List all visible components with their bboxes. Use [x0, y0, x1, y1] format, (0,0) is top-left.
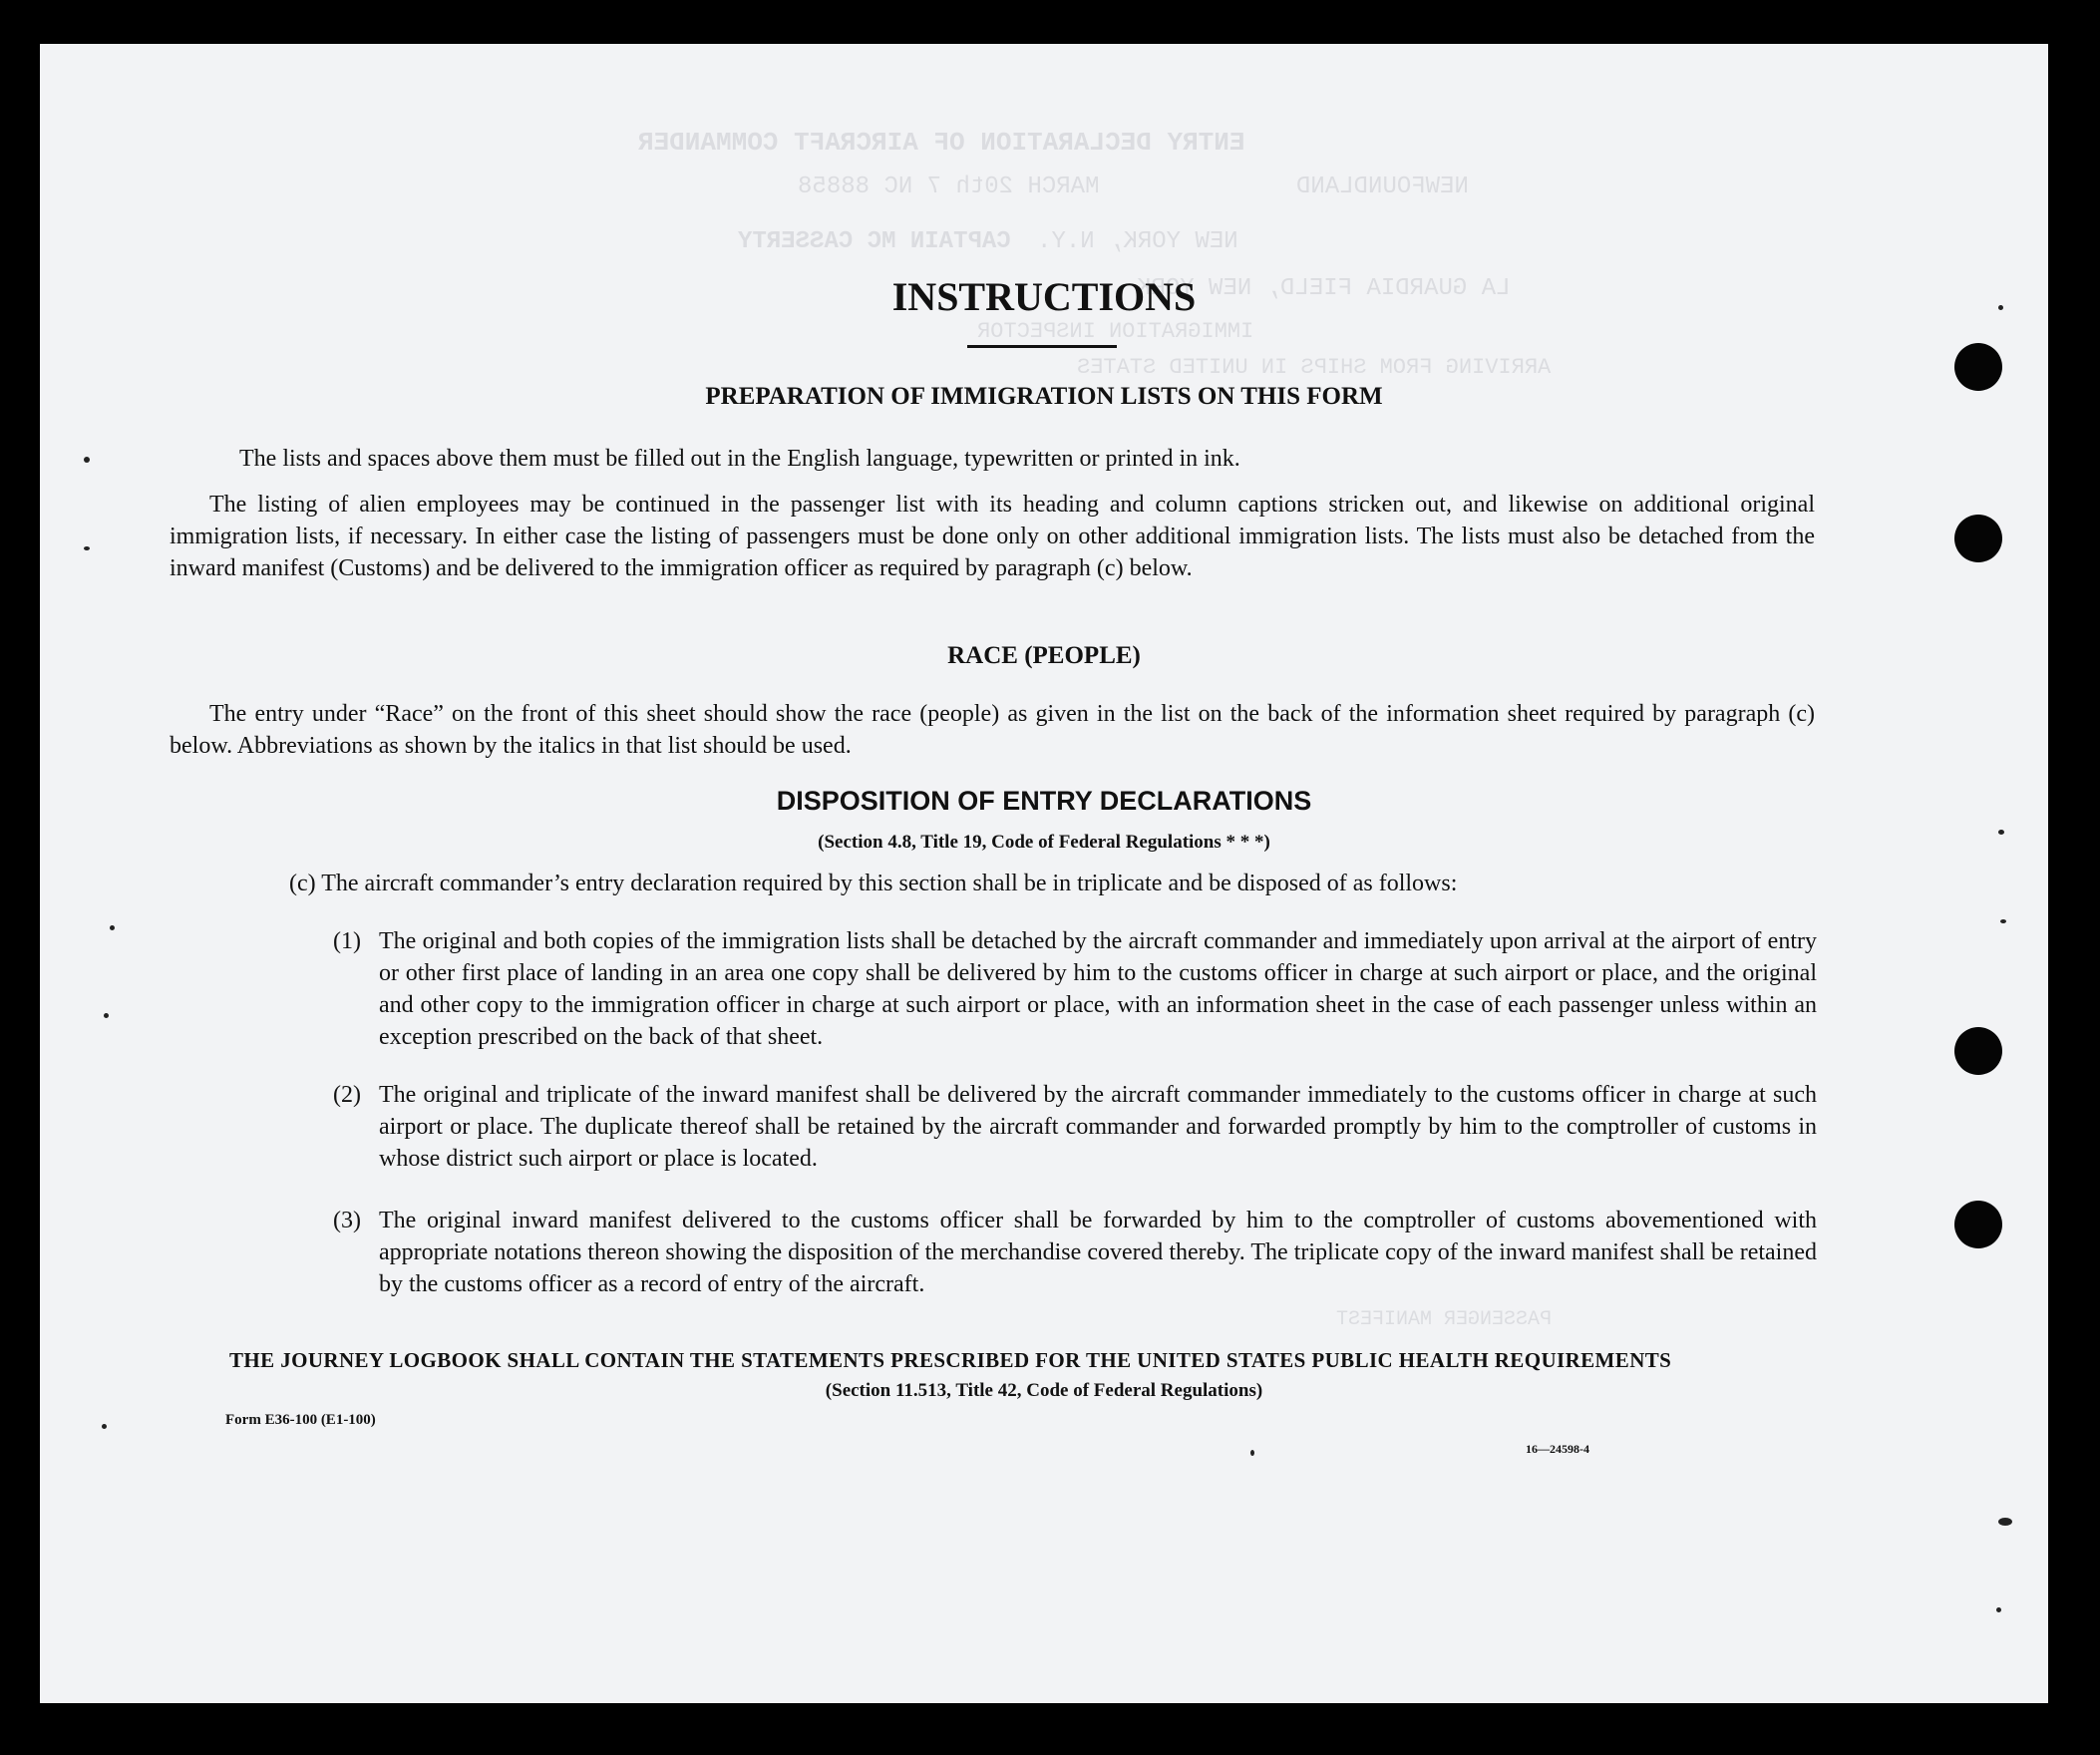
paragraph-race-1: The entry under “Race” on the front of this sheet should show the race (people) as given in the list on the back of the information sheet required by paragraph (c) below. Abbreviations as shown by the italics in that list should be used. — [170, 701, 1815, 759]
paragraph-prep-2: The listing of alien employees may be continued in the passenger list with its heading and column captions stricken out, and likewise on additional original immigration lists, if necessary. In either case the listing of passengers must be done only on other additional immigration lists. The lists must also be detached from the inward manifest (Customs) and be delivered to the immigration officer as required by paragraph (c) below. — [170, 492, 1815, 581]
item-number: (2) — [333, 1082, 361, 1108]
bleed-through: NEWFOUNDLAND — [1296, 174, 1469, 200]
speck — [2000, 919, 2006, 923]
section-title-disposition: DISPOSITION OF ENTRY DECLARATIONS — [776, 786, 1312, 816]
item-number: (1) — [333, 928, 361, 954]
item-text: The original inward manifest delivered to the customs officer shall be forwarded by him to the comptroller of customs abovementioned with appropriate notations thereon showing the disposition of the merchandise covered thereby. The triplicate copy of the inward manifest shall be retained by the customs officer as a record of entry of the aircraft. — [379, 1208, 1817, 1297]
bleed-through: LA GUARDIA FIELD, NEW YORK — [1137, 275, 1511, 302]
speck — [104, 1013, 109, 1018]
speck — [84, 457, 90, 463]
page-title: INSTRUCTIONS — [891, 274, 1197, 319]
section-title-preparation: PREPARATION OF IMMIGRATION LISTS ON THIS FORM — [705, 383, 1383, 410]
speck — [1996, 1607, 2001, 1612]
bleed-through: CAPTAIN MC CASSERTY — [738, 228, 1011, 255]
bleed-through: ENTRY DECLARATION OF AIRCRAFT COMMANDER — [638, 128, 1245, 158]
speck — [110, 925, 115, 930]
binder-hole — [1954, 1201, 2002, 1248]
speck — [84, 546, 90, 550]
bleed-through: ARRIVING FROM SHIPS IN UNITED STATES — [1077, 355, 1552, 380]
bleed-through: IMMIGRATION INSPECTOR — [977, 319, 1254, 344]
paragraph-prep-1: The lists and spaces above them must be filled out in the English language, typewritten or printed in ink. — [239, 446, 1240, 472]
logbook-statement: THE JOURNEY LOGBOOK SHALL CONTAIN THE STATEMENTS PRESCRIBED FOR THE UNITED STATES PUBLIC HEALTH REQUIREMENTS — [229, 1348, 1672, 1372]
logbook-reference: (Section 11.513, Title 42, Code of Federal Regulations) — [825, 1380, 1263, 1401]
speck — [102, 1424, 107, 1429]
section-subtitle-disposition: (Section 4.8, Title 19, Code of Federal Regulations * * *) — [818, 832, 1270, 853]
item-text: The original and triplicate of the inward manifest shall be delivered by the aircraft commander immediately to the customs officer in charge at such airport or place. The duplicate thereof shall be retained by the aircraft commander and forwarded promptly by him to the comptroller of customs in whose district such airport or place is located. — [379, 1082, 1817, 1172]
section-title-race: RACE (PEOPLE) — [947, 642, 1141, 669]
item-number: (3) — [333, 1208, 361, 1233]
title-underline — [967, 345, 1117, 348]
form-number: Form E36-100 (E1-100) — [225, 1412, 376, 1428]
speck — [1998, 1518, 2012, 1526]
document-page — [40, 44, 2048, 1703]
disposition-intro: (c) The aircraft commander’s entry declaration required by this section shall be in triplicate and be disposed of as follows: — [289, 871, 1458, 896]
bleed-through: NEW YORK, N.Y. — [1037, 228, 1238, 255]
binder-hole — [1954, 1027, 2002, 1075]
bleed-through: MARCH 20th 7 NC 88858 — [798, 174, 1100, 200]
print-code: 16—24598-4 — [1526, 1442, 1589, 1456]
item-text: The original and both copies of the immigration lists shall be detached by the aircraft commander and immediately upon arrival at the airport of entry or other first place of landing in an area one copy shall be delivered by him to the customs officer in charge at such airport or place, and the original and other copy to the immigration officer in charge at such airport or place, with an information sheet in the case of each passenger unless within an exception prescribed on the back of that sheet. — [379, 928, 1817, 1050]
bleed-through: PASSENGER MANIFEST — [1336, 1308, 1553, 1331]
speck — [1250, 1450, 1254, 1456]
binder-hole — [1954, 515, 2002, 562]
